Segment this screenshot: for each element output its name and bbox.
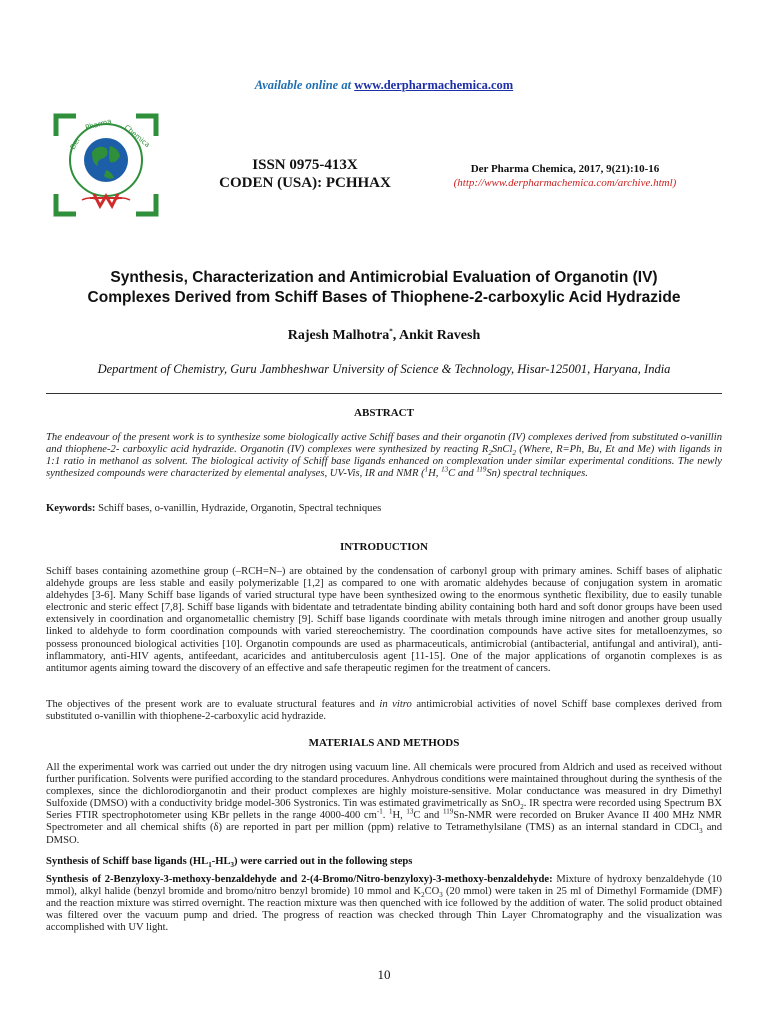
article-authors	[40, 328, 728, 344]
coden-code: CODEN (USA): PCHHAX	[219, 175, 391, 191]
introduction-paragraph-1: Schiff bases containing azomethine group (–RCH=N–) are obtained by the condensation of carbonyl group with primary amines. Schiff bases of aliphatic aldehyde groups are less stable and easily polymerizable [1,2] as compared to one with aromatic aldehydes because of conjugation system in aromatic aldehydes [3-6]. Many Schiff base ligands of varied structural type have been synthesized owing to the enormous synthetic flexibility, due to easily tunable electronic and steric effect [7,8]. Schiff base ligands with bidentate and tetradentate binding ability containing both hard and soft donor groups have been used extensively in coordination and organometallic chemistry [9]. Schiff base ligands coordinate with metals through imine nitrogen and another group usually linked to aldehyde to form coordination compounds with varied stereochemistry. The coordination compounds have active sites for metalloenzymes, so possess pronounced biological activities [10]. Organotin compounds are used as pharmaceuticals, antimicrobial (antibacterial, antifungal and antiviral), anti-inflammatory, anti-HIV agents, antifeedant, acaricides and antituberculosis agent [11-15]. One of the major applications of organotin complexes is as antitumor agents aiming toward the discovery of an effective and safe therapeutic regimen for the treatment of cancers.	[46, 566, 722, 674]
svg-text:Pharma: Pharma	[84, 117, 113, 132]
issn-number: ISSN 0975-413X	[252, 157, 358, 173]
section-divider	[46, 393, 722, 394]
abstract-heading: ABSTRACT	[354, 407, 414, 419]
available-online-line	[0, 78, 768, 93]
article-title-line-1: Synthesis, Characterization and Antimicrobial Evaluation of Organotin (IV)	[110, 269, 658, 286]
introduction-paragraph-2: The objectives of the present work are to evaluate structural features and in vitro antimicrobial activities of novel Schiff base complexes derived from substituted o-vanillin with thiophene-2-carboxylic acid hydrazide.	[46, 699, 722, 723]
available-online-label: Available online at	[254, 78, 352, 92]
author-name-2: , Ankit Ravesh	[392, 328, 481, 343]
author-name-1: Rajesh Malhotra	[287, 328, 390, 343]
archive-link[interactable]: (http://www.derpharmachemica.com/archive.html)	[453, 177, 677, 189]
issn-block	[205, 156, 405, 192]
journal-citation: Der Pharma Chemica, 2017, 9(21):10-16	[470, 163, 660, 175]
article-title	[40, 268, 728, 308]
benzaldehyde-synthesis-paragraph: Synthesis of 2-Benzyloxy-3-methoxy-benzaldehyde and 2-(4-Bromo/Nitro-benzyloxy)-3-methoxy-benzaldehyde: Mixture of hydroxy benzaldehyde (10 mmol), alkyl halide (benzyl bromide and bromo/nitro benzyl bromide) 10 mmol and $K_2CO_3$ (20 mmol) were taken in 25 ml of Dimethyl Formamide (DMF) and the reaction mixture was stirred overnight. The reaction mixture was then quenched with ice followed by the addition of water. The solid product obtained was filtered over the vacuum pump and dried. The progress of reaction was checked through Thin Layer Chromatography and the visualization was accomplished with UV light.	[46, 874, 722, 934]
article-title-line-2: Complexes Derived from Schiff Bases of Thiophene-2-carboxylic Acid Hydrazide	[87, 289, 681, 306]
journal-website-link[interactable]: www.derpharmachemica.com	[354, 78, 514, 92]
journal-citation-block	[415, 162, 715, 190]
keywords-label: Keywords:	[46, 503, 96, 514]
materials-methods-heading: MATERIALS AND METHODS	[308, 737, 460, 749]
page-number: 10	[377, 967, 391, 982]
svg-text:Der: Der	[68, 136, 83, 151]
keywords-line	[46, 503, 722, 515]
author-affiliation: Department of Chemistry, Guru Jambheshwar University of Science & Technology, Hisar-125001, Haryana, India	[97, 362, 671, 376]
keywords-list: Schiff bases, o-vanillin, Hydrazide, Organotin, Spectral techniques	[95, 503, 382, 514]
materials-methods-paragraph-1: All the experimental work was carried out under the dry nitrogen using vacuum line. All chemicals were procured from Aldrich and used as received without further purification. Solvents were purified according to the standard procedures. Anhydrous conditions were maintained throughout during the synthesis of the complexes, since the dichlorodiorganotin and their product complexes are highly moisture-sensitive. Molar conductance was measured in dry Dimethyl Sulfoxide (DMSO) with a conductivity bridge model-306 Systronics. Tin was estimated gravimetrically as SnO$_2$. IR spectra were recorded using Spectrum BX Series FTIR spectrophotometer using KBr pellets in the range 4000-400 $cm^{-1}$. $^1$H, $^{13}$C and $^{119}$Sn-NMR were recorded on Bruker Avance II 400 MHz NMR Spectrometer and all chemical shifts (δ) are reported in part per million (ppm) relative to Tetramethylsilane (TMS) as an internal standard in CDCl$_3$ and DMSO.	[46, 762, 723, 846]
journal-logo	[52, 112, 160, 218]
schiff-base-synthesis-heading: Synthesis of Schiff base ligands $(HL_1-HL_3)$ were carried out in the following steps	[46, 856, 413, 870]
svg-text:Chemica: Chemica	[122, 123, 152, 150]
introduction-heading: INTRODUCTION	[339, 541, 428, 553]
corresponding-author-mark: *	[389, 327, 393, 336]
abstract-text: The endeavour of the present work is to synthesize some biologically active Schiff bases and their organotin (IV) complexes derived from substituted o-vanillin and thiophene-2- carboxylic acid hydrazide. Organotin (IV) complexes were synthesized by reacting $R_2SnCl_2$ (Where, R=Ph, Bu, Et and Me) with ligands in 1:1 ratio in methanol as solvent. The biological activity of Schiff base ligands enhanced on complexation under similar experimental conditions. The newly synthesized compounds were characterized by elemental analyses, UV-Vis, IR and NMR ($^1$H, $^{13}$C and $^{119}$Sn) spectral techniques.	[46, 432, 722, 480]
